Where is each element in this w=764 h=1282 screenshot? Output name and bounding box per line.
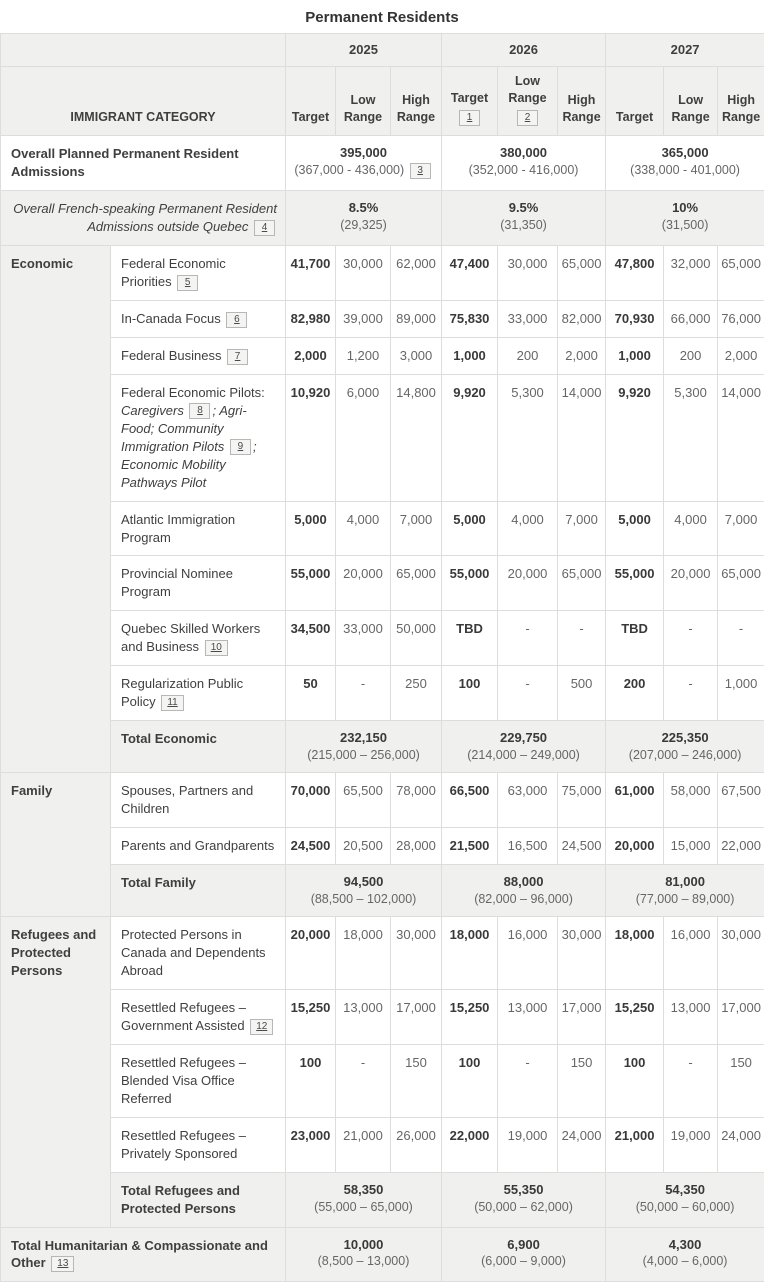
table-row bbox=[1, 301, 764, 338]
total-family-row bbox=[1, 865, 764, 917]
value-cell: 65,500 bbox=[336, 773, 391, 828]
value-cell: 65,000 bbox=[558, 556, 606, 611]
value-cell: 65,000 bbox=[558, 246, 606, 301]
value-cell: 23,000 bbox=[286, 1117, 336, 1172]
value-cell: 6,000 bbox=[336, 374, 391, 501]
value-cell: 15,000 bbox=[664, 828, 718, 865]
value-cell: 21,500 bbox=[442, 828, 498, 865]
value-cell: 8.5% (29,325) bbox=[286, 191, 442, 246]
value-cell: 20,000 bbox=[286, 917, 336, 990]
value-cell: 1,000 bbox=[718, 666, 764, 721]
value-cell: 62,000 bbox=[391, 246, 442, 301]
value-cell: 2,000 bbox=[558, 338, 606, 375]
value-cell: TBD bbox=[442, 611, 498, 666]
value-cell: 16,000 bbox=[664, 917, 718, 990]
value-cell: 13,000 bbox=[498, 990, 558, 1045]
footnote-link[interactable]: 11 bbox=[161, 695, 183, 711]
value-cell: 17,000 bbox=[718, 990, 764, 1045]
value-cell: 89,000 bbox=[391, 301, 442, 338]
value-cell: 1,200 bbox=[336, 338, 391, 375]
value-cell: 58,000 bbox=[664, 773, 718, 828]
value-cell: 33,000 bbox=[498, 301, 558, 338]
value-cell: 4,000 bbox=[664, 501, 718, 556]
table-row bbox=[1, 1044, 764, 1117]
row-label: Federal Economic Pilots: Caregivers 8 ; Agri-Food; Community Immigration Pilots 9 ; Economic Mobility Pathways Pilot bbox=[111, 374, 286, 501]
value-cell: 61,000 bbox=[606, 773, 664, 828]
table-row bbox=[1, 338, 764, 375]
value-cell: 5,300 bbox=[498, 374, 558, 501]
footnote-link[interactable]: 5 bbox=[177, 275, 198, 291]
row-label: Resettled Refugees – Blended Visa Office Referred bbox=[111, 1044, 286, 1117]
value-cell: 18,000 bbox=[336, 917, 391, 990]
value-cell: 4,000 bbox=[336, 501, 391, 556]
value-cell: 55,350 (50,000 – 62,000) bbox=[442, 1172, 606, 1227]
value-cell: 229,750 (214,000 – 249,000) bbox=[442, 721, 606, 773]
year-header-2025: 2025 bbox=[286, 34, 442, 67]
section-label-family: Family bbox=[1, 773, 111, 917]
french-speaking-row bbox=[1, 191, 764, 246]
value-cell: - bbox=[664, 1044, 718, 1117]
value-cell: 19,000 bbox=[498, 1117, 558, 1172]
value-cell: 75,830 bbox=[442, 301, 498, 338]
value-cell: 50,000 bbox=[391, 611, 442, 666]
footnote-link[interactable]: 4 bbox=[254, 220, 275, 236]
value-cell: 7,000 bbox=[391, 501, 442, 556]
col-header-high-2027: High Range bbox=[718, 66, 764, 136]
value-cell: 150 bbox=[718, 1044, 764, 1117]
overall-admissions-row bbox=[1, 136, 764, 191]
value-cell: 22,000 bbox=[718, 828, 764, 865]
value-cell: 365,000 (338,000 - 401,000) bbox=[606, 136, 764, 191]
value-cell: 55,000 bbox=[606, 556, 664, 611]
footnote-link[interactable]: 12 bbox=[250, 1019, 273, 1035]
value-cell: 225,350 (207,000 – 246,000) bbox=[606, 721, 764, 773]
immigrant-category-header: IMMIGRANT CATEGORY bbox=[1, 66, 286, 136]
value-cell: 70,000 bbox=[286, 773, 336, 828]
table-row bbox=[1, 828, 764, 865]
value-cell: 82,980 bbox=[286, 301, 336, 338]
value-cell: 100 bbox=[442, 666, 498, 721]
value-cell: 15,250 bbox=[286, 990, 336, 1045]
table-row bbox=[1, 773, 764, 828]
value-cell: 88,000 (82,000 – 96,000) bbox=[442, 865, 606, 917]
value-cell: 9,920 bbox=[442, 374, 498, 501]
value-cell: 47,400 bbox=[442, 246, 498, 301]
col-header-target-2027: Target bbox=[606, 66, 664, 136]
value-cell: 5,000 bbox=[606, 501, 664, 556]
value-cell: 2,000 bbox=[286, 338, 336, 375]
total-refugees-row bbox=[1, 1172, 764, 1227]
value-cell: 7,000 bbox=[718, 501, 764, 556]
value-cell: 47,800 bbox=[606, 246, 664, 301]
row-label: Parents and Grandparents bbox=[111, 828, 286, 865]
value-cell: 20,500 bbox=[336, 828, 391, 865]
value-cell: 65,000 bbox=[391, 556, 442, 611]
footnote-link[interactable]: 9 bbox=[230, 439, 251, 455]
value-cell: - bbox=[498, 1044, 558, 1117]
value-cell: 21,000 bbox=[336, 1117, 391, 1172]
value-cell: 32,000 bbox=[664, 246, 718, 301]
footnote-link[interactable]: 8 bbox=[189, 403, 210, 419]
value-cell: 94,500 (88,500 – 102,000) bbox=[286, 865, 442, 917]
value-cell: 3,000 bbox=[391, 338, 442, 375]
value-cell: 1,000 bbox=[606, 338, 664, 375]
column-header-row bbox=[1, 66, 764, 136]
col-header-low-2027: Low Range bbox=[664, 66, 718, 136]
footnote-link[interactable]: 6 bbox=[226, 312, 247, 328]
value-cell: 24,500 bbox=[286, 828, 336, 865]
value-cell: 41,700 bbox=[286, 246, 336, 301]
row-label: Atlantic Immigration Program bbox=[111, 501, 286, 556]
value-cell: 17,000 bbox=[391, 990, 442, 1045]
value-cell: 30,000 bbox=[718, 917, 764, 990]
value-cell: 150 bbox=[391, 1044, 442, 1117]
value-cell: - bbox=[558, 611, 606, 666]
value-cell: 54,350 (50,000 – 60,000) bbox=[606, 1172, 764, 1227]
value-cell: 15,250 bbox=[442, 990, 498, 1045]
year-header-row bbox=[1, 34, 764, 67]
value-cell: 24,000 bbox=[718, 1117, 764, 1172]
footnote-link[interactable]: 7 bbox=[227, 349, 248, 365]
value-cell: 5,000 bbox=[442, 501, 498, 556]
value-cell: 34,500 bbox=[286, 611, 336, 666]
value-cell: 16,500 bbox=[498, 828, 558, 865]
value-cell: 5,300 bbox=[664, 374, 718, 501]
value-cell: 9,920 bbox=[606, 374, 664, 501]
section-label-economic: Economic bbox=[1, 246, 111, 773]
table-row bbox=[1, 501, 764, 556]
value-cell: 81,000 (77,000 – 89,000) bbox=[606, 865, 764, 917]
row-label: Regularization Public Policy 11 bbox=[111, 666, 286, 721]
footnote-link[interactable]: 1 bbox=[459, 110, 480, 126]
value-cell: 67,500 bbox=[718, 773, 764, 828]
table-row bbox=[1, 246, 764, 301]
value-cell: 19,000 bbox=[664, 1117, 718, 1172]
value-cell: 75,000 bbox=[558, 773, 606, 828]
footnote-link[interactable]: 3 bbox=[410, 163, 431, 179]
value-cell: - bbox=[336, 666, 391, 721]
value-cell: 14,800 bbox=[391, 374, 442, 501]
value-cell: 66,000 bbox=[664, 301, 718, 338]
value-cell: - bbox=[498, 611, 558, 666]
footnote-link[interactable]: 2 bbox=[517, 110, 538, 126]
value-cell: 65,000 bbox=[718, 556, 764, 611]
value-cell: 200 bbox=[606, 666, 664, 721]
value-cell: - bbox=[718, 611, 764, 666]
col-header-high-2026: High Range bbox=[558, 66, 606, 136]
value-cell: 20,000 bbox=[606, 828, 664, 865]
value-cell: 100 bbox=[606, 1044, 664, 1117]
value-cell: 9.5% (31,350) bbox=[442, 191, 606, 246]
row-label: Total Economic bbox=[111, 721, 286, 773]
value-cell: 20,000 bbox=[336, 556, 391, 611]
value-cell: 78,000 bbox=[391, 773, 442, 828]
table-row bbox=[1, 666, 764, 721]
value-cell: 20,000 bbox=[664, 556, 718, 611]
table-row bbox=[1, 556, 764, 611]
value-cell: TBD bbox=[606, 611, 664, 666]
section-label-refugees: Refugees and Protected Persons bbox=[1, 917, 111, 1227]
value-cell: 30,000 bbox=[391, 917, 442, 990]
value-cell: 14,000 bbox=[718, 374, 764, 501]
value-cell: 30,000 bbox=[498, 246, 558, 301]
table-row bbox=[1, 990, 764, 1045]
value-cell: 1,000 bbox=[442, 338, 498, 375]
value-cell: 17,000 bbox=[558, 990, 606, 1045]
col-header-target-2025: Target bbox=[286, 66, 336, 136]
row-label: Resettled Refugees – Privately Sponsored bbox=[111, 1117, 286, 1172]
value-cell: 21,000 bbox=[606, 1117, 664, 1172]
value-cell: 232,150 (215,000 – 256,000) bbox=[286, 721, 442, 773]
value-cell: 10,000 (8,500 – 13,000) bbox=[286, 1227, 442, 1282]
value-cell: 18,000 bbox=[442, 917, 498, 990]
row-label: Spouses, Partners and Children bbox=[111, 773, 286, 828]
table-row bbox=[1, 374, 764, 501]
permanent-residents-table bbox=[0, 33, 764, 1282]
value-cell: 395,000 (367,000 - 436,000) 3 bbox=[286, 136, 442, 191]
value-cell: 26,000 bbox=[391, 1117, 442, 1172]
value-cell: 82,000 bbox=[558, 301, 606, 338]
value-cell: 380,000 (352,000 - 416,000) bbox=[442, 136, 606, 191]
row-label: Federal Business 7 bbox=[111, 338, 286, 375]
row-label: Provincial Nominee Program bbox=[111, 556, 286, 611]
page-title: Permanent Residents bbox=[0, 0, 764, 33]
value-cell: 6,900 (6,000 – 9,000) bbox=[442, 1227, 606, 1282]
value-cell: 4,000 bbox=[498, 501, 558, 556]
empty-corner-cell bbox=[1, 34, 286, 67]
value-cell: - bbox=[336, 1044, 391, 1117]
row-label: In-Canada Focus 6 bbox=[111, 301, 286, 338]
value-cell: 200 bbox=[498, 338, 558, 375]
row-label: Federal Economic Priorities 5 bbox=[111, 246, 286, 301]
value-cell: 10,920 bbox=[286, 374, 336, 501]
row-label: Overall French-speaking Permanent Resident Admissions outside Quebec 4 bbox=[1, 191, 286, 246]
value-cell: 76,000 bbox=[718, 301, 764, 338]
value-cell: 50 bbox=[286, 666, 336, 721]
table-row bbox=[1, 917, 764, 990]
value-cell: 7,000 bbox=[558, 501, 606, 556]
col-header-low-2025: Low Range bbox=[336, 66, 391, 136]
value-cell: 58,350 (55,000 – 65,000) bbox=[286, 1172, 442, 1227]
footnote-link[interactable]: 13 bbox=[51, 1256, 74, 1272]
value-cell: 30,000 bbox=[336, 246, 391, 301]
row-label: Total Refugees and Protected Persons bbox=[111, 1172, 286, 1227]
value-cell: 39,000 bbox=[336, 301, 391, 338]
col-header-low-2026: Low Range 2 bbox=[498, 66, 558, 136]
value-cell: 20,000 bbox=[498, 556, 558, 611]
row-label: Quebec Skilled Workers and Business 10 bbox=[111, 611, 286, 666]
value-cell: 250 bbox=[391, 666, 442, 721]
row-label: Protected Persons in Canada and Dependents Abroad bbox=[111, 917, 286, 990]
value-cell: 13,000 bbox=[664, 990, 718, 1045]
value-cell: 30,000 bbox=[558, 917, 606, 990]
value-cell: 100 bbox=[442, 1044, 498, 1117]
value-cell: 100 bbox=[286, 1044, 336, 1117]
row-label: Overall Planned Permanent Resident Admissions bbox=[1, 136, 286, 191]
year-header-2027: 2027 bbox=[606, 34, 764, 67]
value-cell: 70,930 bbox=[606, 301, 664, 338]
row-label: Total Humanitarian & Compassionate and Other 13 bbox=[1, 1227, 286, 1282]
value-cell: 18,000 bbox=[606, 917, 664, 990]
value-cell: 5,000 bbox=[286, 501, 336, 556]
value-cell: 2,000 bbox=[718, 338, 764, 375]
col-header-target-2026: Target 1 bbox=[442, 66, 498, 136]
total-humanitarian-row bbox=[1, 1227, 764, 1282]
table-row bbox=[1, 611, 764, 666]
value-cell: 14,000 bbox=[558, 374, 606, 501]
footnote-link[interactable]: 10 bbox=[205, 640, 228, 656]
value-cell: 55,000 bbox=[442, 556, 498, 611]
value-cell: 55,000 bbox=[286, 556, 336, 611]
row-label: Resettled Refugees – Government Assisted 12 bbox=[111, 990, 286, 1045]
table-row bbox=[1, 1117, 764, 1172]
total-economic-row bbox=[1, 721, 764, 773]
value-cell: 22,000 bbox=[442, 1117, 498, 1172]
value-cell: - bbox=[664, 611, 718, 666]
value-cell: 13,000 bbox=[336, 990, 391, 1045]
value-cell: 24,500 bbox=[558, 828, 606, 865]
value-cell: - bbox=[498, 666, 558, 721]
value-cell: 500 bbox=[558, 666, 606, 721]
value-cell: 10% (31,500) bbox=[606, 191, 764, 246]
value-cell: 4,300 (4,000 – 6,000) bbox=[606, 1227, 764, 1282]
value-cell: 150 bbox=[558, 1044, 606, 1117]
year-header-2026: 2026 bbox=[442, 34, 606, 67]
value-cell: 24,000 bbox=[558, 1117, 606, 1172]
value-cell: 66,500 bbox=[442, 773, 498, 828]
value-cell: 33,000 bbox=[336, 611, 391, 666]
value-cell: 63,000 bbox=[498, 773, 558, 828]
value-cell: 15,250 bbox=[606, 990, 664, 1045]
value-cell: 65,000 bbox=[718, 246, 764, 301]
col-header-high-2025: High Range bbox=[391, 66, 442, 136]
value-cell: 200 bbox=[664, 338, 718, 375]
value-cell: - bbox=[664, 666, 718, 721]
value-cell: 16,000 bbox=[498, 917, 558, 990]
row-label: Total Family bbox=[111, 865, 286, 917]
value-cell: 28,000 bbox=[391, 828, 442, 865]
